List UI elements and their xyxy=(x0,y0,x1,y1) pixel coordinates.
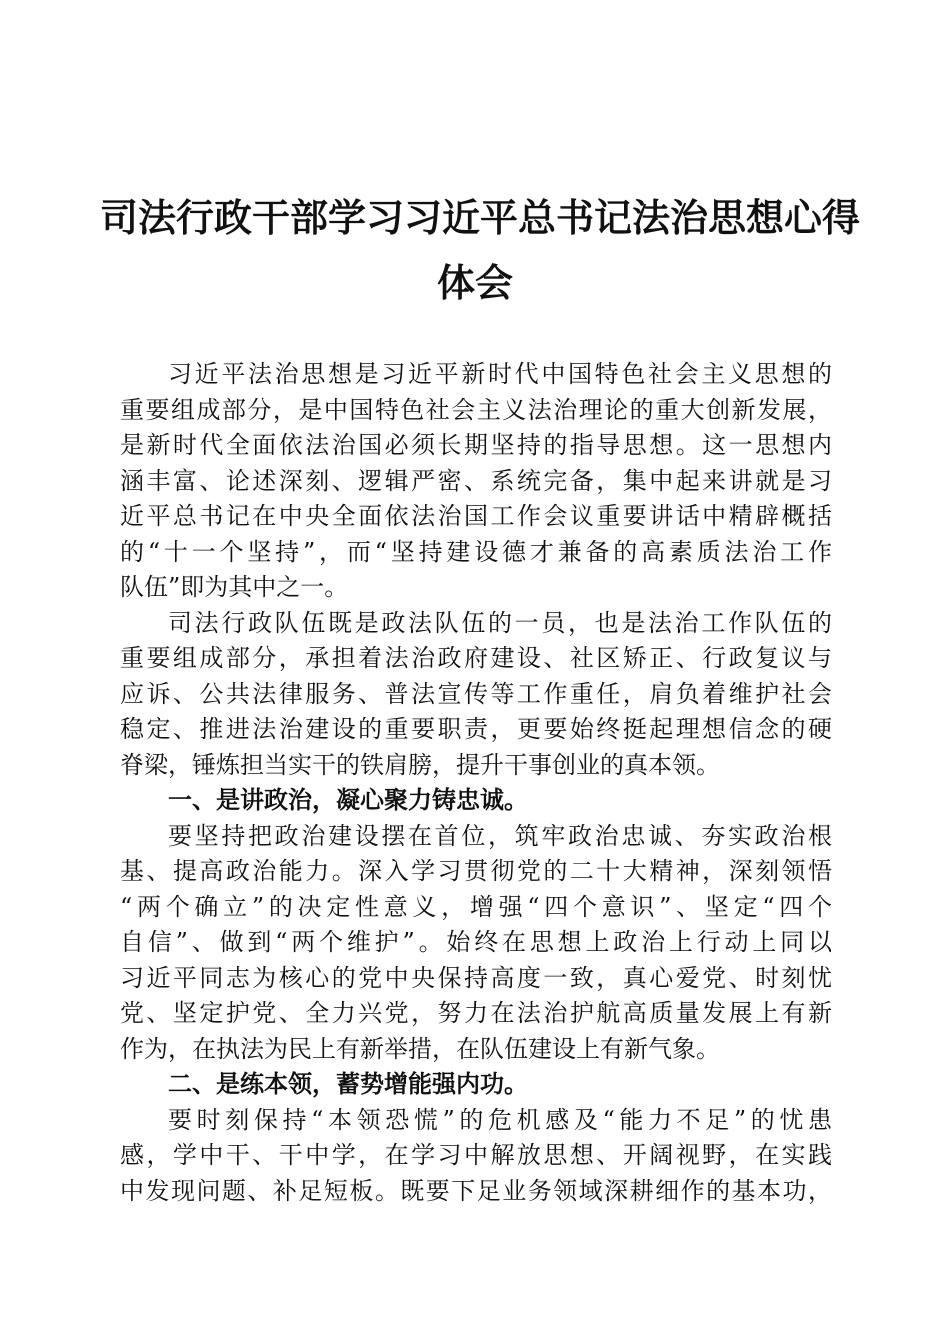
paragraph-line: 稳定、推进法治建设的重要职责，更要始终挺起理想信念的硬 xyxy=(120,715,832,743)
paragraph-line: 重要组成部分，是中国特色社会主义法治理论的重大创新发展， xyxy=(120,395,832,424)
paragraph-line: 作为，在执法为民上有新举措，在队伍建设上有新气象。 xyxy=(120,1034,720,1063)
paragraph-line: 要时刻保持“本领恐慌”的危机感及“能力不足”的忧患 xyxy=(168,1105,832,1134)
paragraph-line: 近平总书记在中央全面依法治国工作会议重要讲话中精辟概括 xyxy=(120,502,832,530)
paragraph-line: 要坚持把政治建设摆在首位，筑牢政治忠诚、夯实政治根 xyxy=(168,821,832,850)
paragraph-line: 司法行政队伍既是政法队伍的一员，也是法治工作队伍的 xyxy=(168,608,832,637)
paragraph-line: 感，学中干、干中学，在学习中解放思想、开阔视野，在实践 xyxy=(120,1141,832,1169)
paragraph-line: 党、坚定护党、全力兴党，努力在法治护航高质量发展上有新 xyxy=(120,999,832,1027)
paragraph-line: 习近平同志为核心的党中央保持高度一致，真心爱党、时刻忧 xyxy=(120,963,832,992)
paragraph-line: 中发现问题、补足短板。既要下足业务领域深耕细作的基本功， xyxy=(120,1176,832,1205)
paragraph-line: 习近平法治思想是习近平新时代中国特色社会主义思想的 xyxy=(168,360,832,388)
document-body xyxy=(120,357,832,1209)
document-title-line-1: 司法行政干部学习习近平总书记法治思想心得 xyxy=(100,195,861,240)
paragraph-line: 应诉、公共法律服务、普法宣传等工作重任，肩负着维护社会 xyxy=(120,679,832,708)
paragraph-line: 的“十一个坚持”，而“坚持建设德才兼备的高素质法治工作 xyxy=(120,537,832,566)
paragraph-line: 脊梁，锤炼担当实干的铁肩膀，提升干事创业的真本领。 xyxy=(120,750,720,779)
paragraph-line: 重要组成部分，承担着法治政府建设、社区矫正、行政复议与 xyxy=(120,644,832,672)
paragraph-line: 自信”、做到“两个维护”。始终在思想上政治上行动上同以 xyxy=(120,928,832,956)
paragraph-line: 是新时代全面依法治国必须长期坚持的指导思想。这一思想内 xyxy=(120,431,832,459)
section-heading: 一、是讲政治，凝心聚力铸忠诚。 xyxy=(168,786,528,814)
paragraph-line: 基、提高政治能力。深入学习贯彻党的二十大精神，深刻领悟 xyxy=(120,857,832,885)
paragraph-line: “两个确立”的决定性意义，增强“四个意识”、坚定“四个 xyxy=(120,892,832,921)
document-title-line-2: 体会 xyxy=(436,260,513,305)
section-heading: 二、是练本领，蓄势增能强内功。 xyxy=(168,1070,528,1098)
paragraph-line: 队伍”即为其中之一。 xyxy=(120,573,349,601)
paragraph-line: 涵丰富、论述深刻、逻辑严密、系统完备，集中起来讲就是习 xyxy=(120,466,832,495)
